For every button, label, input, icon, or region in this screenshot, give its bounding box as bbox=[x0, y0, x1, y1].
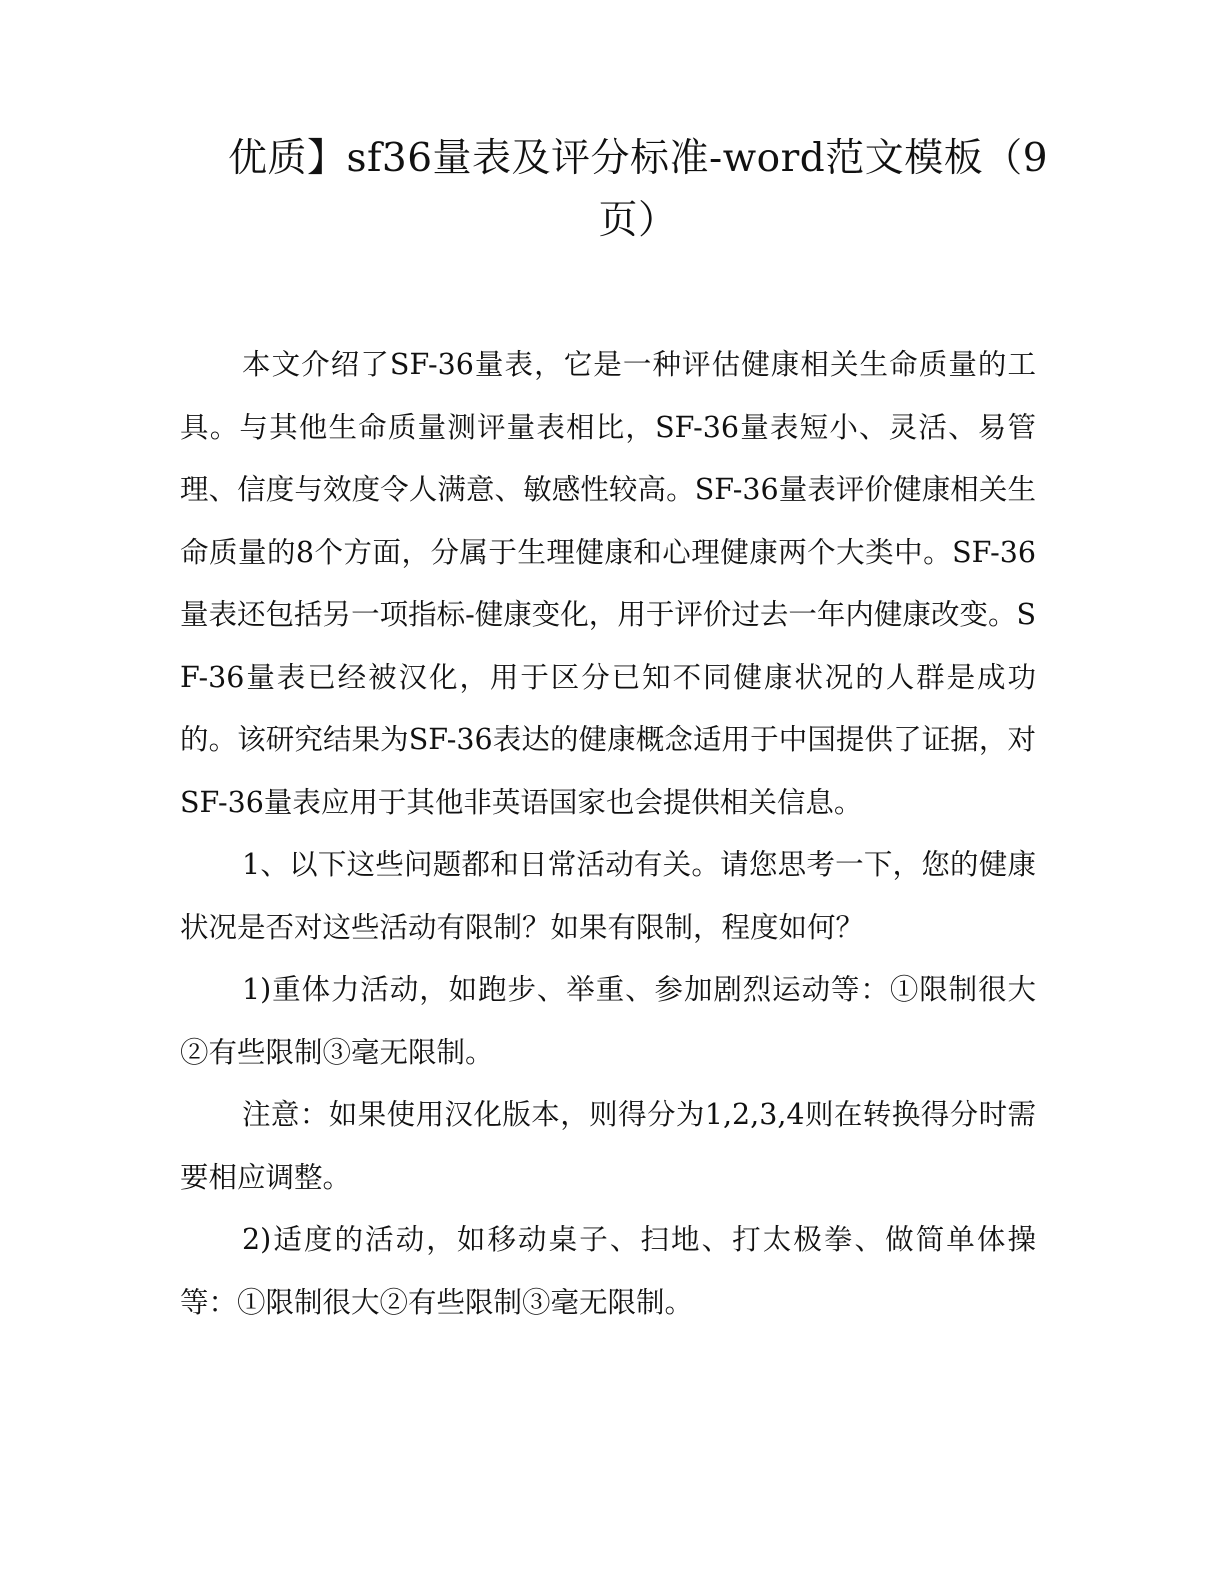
document-title: 优质】sf36量表及评分标准-word范文模板（9页） bbox=[227, 136, 1049, 243]
paragraph-item-1: 1)重体力活动，如跑步、举重、参加剧烈运动等：①限制很大②有些限制③毫无限制。 bbox=[180, 973, 1036, 1069]
paragraph-item-2: 2)适度的活动，如移动桌子、扫地、打太极拳、做简单体操等：①限制很大②有些限制③毫无限制。 bbox=[180, 1223, 1036, 1319]
document-body bbox=[180, 334, 1036, 1334]
paragraph-intro: 本文介绍了SF-36量表，它是一种评估健康相关生命质量的工具。与其他生命质量测评量表相比，SF-36量表短小、灵活、易管理、信度与效度令人满意、敏感性较高。SF-36量表评价健康相关生命质量的8个方面，分属于生理健康和心理健康两个大类中。SF-36量表还包括另一项指标-健康变化，用于评价过去一年内健康改变。SF-36量表已经被汉化，用于区分已知不同健康状况的人群是成功的。该研究结果为SF-36表达的健康概念适用于中国提供了证据，对SF-36量表应用于其他非英语国家也会提供相关信息。 bbox=[180, 348, 1036, 819]
paragraph-note: 注意：如果使用汉化版本，则得分为1,2,3,4则在转换得分时需要相应调整。 bbox=[180, 1098, 1036, 1194]
paragraph-question-1: 1、以下这些问题都和日常活动有关。请您思考一下，您的健康状况是否对这些活动有限制？如果有限制，程度如何？ bbox=[180, 848, 1036, 944]
